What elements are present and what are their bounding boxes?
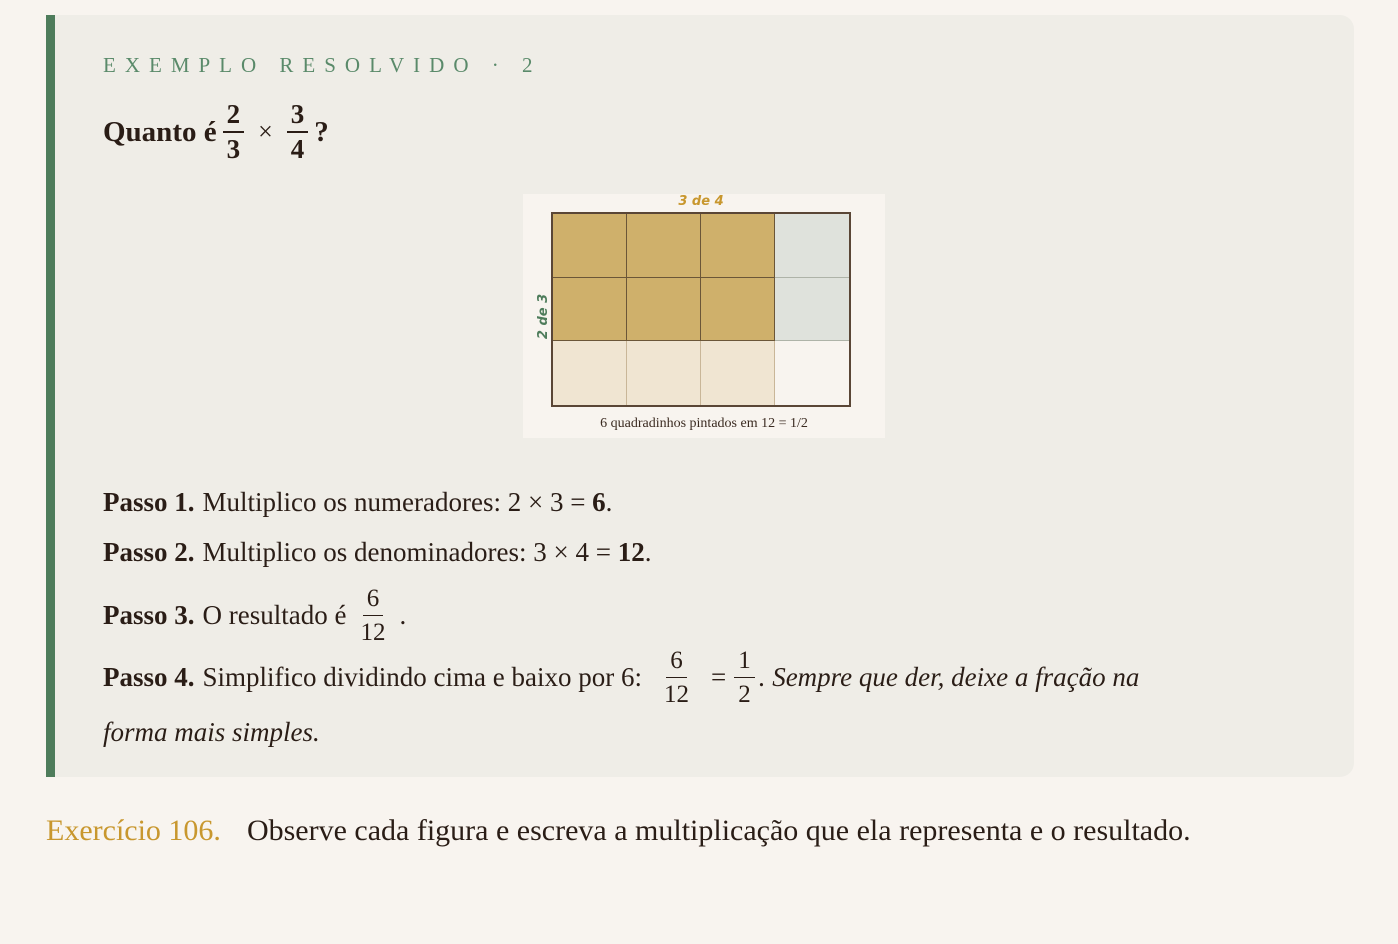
example-kicker: EXEMPLO RESOLVIDO · 2 <box>103 53 542 77</box>
grid-cell-both <box>553 214 627 278</box>
rows-label: 2 de 3 <box>536 293 552 340</box>
step-label: Passo 1. <box>103 487 195 517</box>
grid-cell-col-only <box>701 341 775 405</box>
grid-cell-row-only <box>775 278 849 342</box>
step-text: O resultado é <box>202 599 347 630</box>
step-text: Simplifico dividindo cima e baixo por 6: <box>202 661 642 692</box>
exercise-prompt <box>46 807 1354 855</box>
fraction-denominator: 4 <box>290 134 305 164</box>
equals-sign: = <box>710 661 727 692</box>
step-text: Multiplico os numeradores: 2 × 3 = <box>202 487 593 517</box>
question-prefix: Quanto é <box>103 115 217 148</box>
grid-cell-none <box>775 341 849 405</box>
question-suffix: ? <box>314 115 329 148</box>
step-end: . <box>605 487 613 517</box>
step-text: Multiplico os denominadores: 3 × 4 = <box>202 537 618 567</box>
fraction-numerator: 1 <box>734 648 755 678</box>
area-grid <box>551 212 851 407</box>
fraction-six-twelfths <box>660 648 693 707</box>
columns-label: 3 de 4 <box>678 194 724 209</box>
step-4-continuation: forma mais simples. <box>103 717 320 747</box>
fraction-numerator: 6 <box>666 648 687 678</box>
step-end: . <box>644 537 652 567</box>
grid-cell-both <box>627 278 701 342</box>
step-1 <box>103 485 612 520</box>
grid-cell-col-only <box>627 341 701 405</box>
step-result: 6 <box>592 487 606 517</box>
grid-cell-row-only <box>775 214 849 278</box>
card-accent-bar <box>46 15 55 777</box>
times-sign: × <box>258 117 273 146</box>
grid-cell-both <box>701 278 775 342</box>
figure-caption: 6 quadradinhos pintados em 12 = 1/2 <box>600 416 808 431</box>
area-model-figure <box>523 194 885 438</box>
fraction-denominator: 12 <box>360 619 386 646</box>
step-2 <box>103 535 651 570</box>
exercise-text: Observe cada figura e escreva a multiplicação que ela representa e o resultado. <box>246 814 1191 847</box>
fraction-two-thirds <box>223 101 245 163</box>
step-result: 12 <box>617 537 645 567</box>
fraction-numerator: 6 <box>363 586 384 616</box>
fraction-numerator: 2 <box>223 101 245 133</box>
step-label: Passo 4. <box>103 661 195 692</box>
step-4 <box>103 648 1139 707</box>
grid-cell-both <box>701 214 775 278</box>
step-3 <box>103 586 406 645</box>
fraction-denominator: 12 <box>663 681 689 708</box>
fraction-six-twelfths <box>356 586 389 645</box>
question <box>103 99 329 164</box>
step-end: . <box>399 599 407 630</box>
fraction-denominator: 3 <box>226 134 241 164</box>
grid-cell-col-only <box>553 341 627 405</box>
grid-cell-both <box>553 278 627 342</box>
fraction-one-half <box>734 648 755 707</box>
grid-cell-both <box>627 214 701 278</box>
exercise-label: Exercício 106. <box>46 814 221 847</box>
fraction-numerator: 3 <box>287 101 309 133</box>
step-label: Passo 3. <box>103 599 195 630</box>
step-label: Passo 2. <box>103 537 195 567</box>
step-tip: . Sempre que der, deixe a fração na <box>758 661 1140 692</box>
fraction-denominator: 2 <box>738 681 751 708</box>
worked-example-card <box>46 15 1354 777</box>
fraction-three-quarters <box>287 101 309 163</box>
